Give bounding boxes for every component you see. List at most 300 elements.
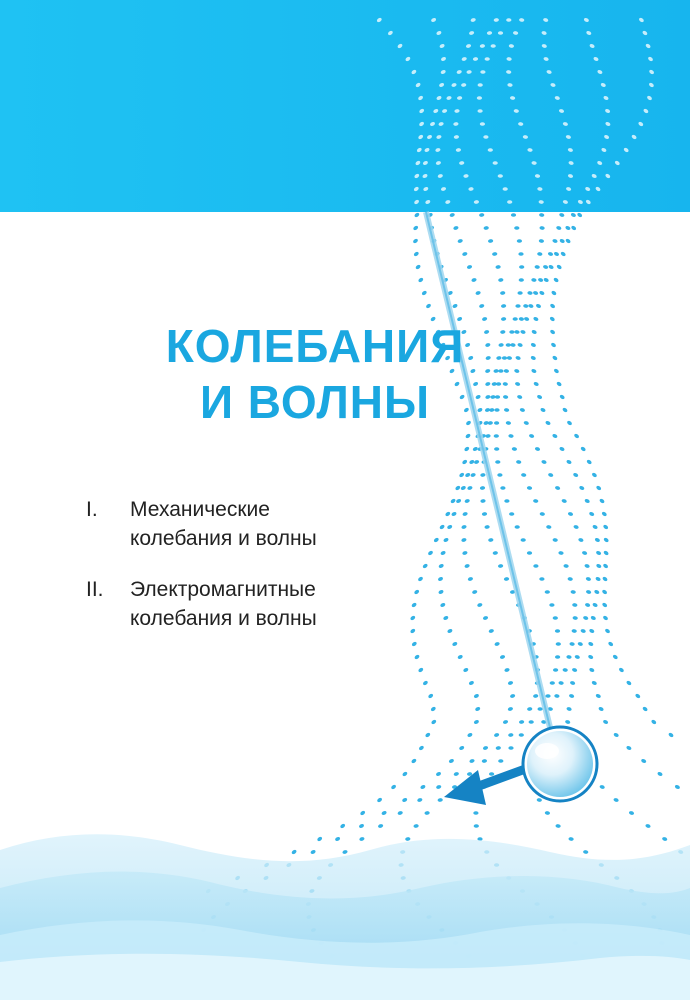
wave-dot bbox=[470, 473, 476, 478]
wave-dot bbox=[415, 264, 421, 270]
wave-dot bbox=[492, 551, 498, 555]
wave-dot bbox=[438, 589, 444, 595]
wave-dot bbox=[613, 798, 619, 803]
wave-dot bbox=[558, 681, 564, 685]
wave-dot bbox=[556, 226, 562, 231]
wave-dot bbox=[473, 811, 478, 815]
wave-dot bbox=[480, 70, 485, 74]
wave-dot bbox=[510, 694, 516, 699]
wave-dot bbox=[534, 265, 540, 269]
wave-dot bbox=[317, 836, 323, 842]
wave-dot bbox=[543, 265, 549, 270]
wave-dot bbox=[568, 837, 574, 841]
wave-dot bbox=[566, 420, 572, 426]
wave-dot bbox=[397, 811, 403, 816]
wave-dot bbox=[514, 226, 519, 230]
wave-dot bbox=[588, 641, 594, 647]
wave-dot bbox=[443, 537, 449, 543]
wave-dot bbox=[635, 693, 641, 699]
wave-dot bbox=[566, 707, 572, 712]
wave-dot bbox=[496, 356, 502, 360]
wave-dot bbox=[572, 616, 578, 620]
wave-dot bbox=[445, 511, 451, 517]
wave-dot bbox=[508, 434, 514, 438]
wave-dot bbox=[642, 706, 648, 712]
wave-dot bbox=[586, 590, 592, 595]
wave-dot bbox=[582, 551, 588, 556]
wave-dot bbox=[501, 304, 507, 308]
wave-dot bbox=[668, 732, 674, 738]
wave-dot bbox=[592, 602, 598, 608]
wave-dot bbox=[519, 408, 525, 413]
wave-dot bbox=[618, 667, 624, 673]
wave-dot bbox=[583, 616, 589, 621]
wave-dot bbox=[485, 343, 491, 348]
wave-dot bbox=[507, 707, 513, 712]
wave-dot bbox=[414, 212, 420, 218]
wave-dot bbox=[556, 381, 562, 387]
wave-dot bbox=[411, 602, 417, 608]
wave-dot bbox=[506, 421, 512, 425]
wave-dot bbox=[545, 694, 550, 698]
wave-dot bbox=[533, 381, 539, 387]
wave-dot bbox=[584, 498, 590, 504]
wave-dot bbox=[474, 460, 480, 465]
wave-dot bbox=[594, 589, 600, 595]
wave-dot bbox=[479, 304, 485, 309]
wave-dot bbox=[548, 473, 554, 478]
wave-dot bbox=[602, 602, 608, 608]
wave-dot bbox=[425, 732, 431, 738]
wave-dot bbox=[424, 811, 430, 815]
wave-dot bbox=[577, 642, 583, 647]
wave-dot bbox=[410, 615, 416, 621]
wave-dot bbox=[494, 733, 500, 738]
wave-dot bbox=[550, 342, 556, 348]
wave-dot bbox=[596, 485, 602, 491]
wave-dot bbox=[583, 850, 589, 854]
wave-dot bbox=[500, 330, 506, 334]
wave-dot bbox=[537, 252, 543, 256]
wave-dot bbox=[506, 18, 511, 22]
wave-dot bbox=[500, 291, 506, 295]
wave-dot bbox=[310, 849, 316, 855]
wave-dot bbox=[595, 576, 601, 582]
wave-dot bbox=[459, 472, 465, 478]
wave-dot bbox=[523, 421, 529, 426]
wave-dot bbox=[589, 628, 595, 634]
wave-dot bbox=[418, 277, 424, 283]
wave-dot bbox=[518, 291, 523, 295]
wave-dot bbox=[589, 511, 595, 517]
wave-dot bbox=[579, 485, 585, 491]
wave-dot bbox=[498, 31, 503, 35]
wave-dot bbox=[482, 759, 488, 763]
wave-dot bbox=[475, 291, 481, 296]
wave-dot bbox=[662, 837, 668, 842]
wave-dot bbox=[448, 758, 454, 764]
wave-dot bbox=[555, 486, 561, 491]
section-item-2 bbox=[86, 575, 406, 633]
wave-dot bbox=[536, 394, 542, 400]
wave-dot bbox=[519, 720, 525, 724]
wave-dot bbox=[601, 511, 607, 517]
wave-dot bbox=[493, 161, 498, 165]
wave-dot bbox=[462, 459, 468, 465]
wave-dot bbox=[513, 317, 518, 321]
wave-dot bbox=[590, 615, 596, 621]
wave-dot bbox=[390, 784, 396, 790]
wave-dot bbox=[443, 615, 449, 621]
wave-dot bbox=[549, 303, 555, 309]
wave-dot bbox=[515, 356, 521, 361]
wave-dot bbox=[556, 642, 561, 646]
wave-dot bbox=[516, 460, 522, 464]
section-title-line-1: Механические bbox=[130, 498, 270, 521]
wave-dot bbox=[570, 590, 576, 594]
wave-dot bbox=[555, 655, 560, 659]
wave-dot bbox=[596, 563, 602, 569]
wave-dot bbox=[626, 680, 632, 686]
wave-dot bbox=[552, 239, 558, 244]
wave-dot bbox=[595, 550, 601, 556]
wave-dot bbox=[559, 238, 565, 244]
wave-dot bbox=[405, 837, 411, 841]
wave-dot bbox=[599, 498, 605, 504]
section-title bbox=[130, 495, 406, 553]
wave-dot bbox=[428, 693, 434, 699]
wave-dot bbox=[602, 615, 608, 621]
wave-dot bbox=[521, 473, 527, 477]
wave-dot bbox=[515, 304, 520, 308]
wave-dot bbox=[492, 252, 498, 256]
wave-dot bbox=[569, 694, 575, 699]
wave-dot bbox=[411, 758, 417, 764]
section-number: I. bbox=[86, 498, 98, 521]
wave-dot bbox=[519, 278, 524, 282]
wave-dot bbox=[473, 719, 479, 725]
wave-dot bbox=[553, 668, 558, 672]
wave-dot bbox=[504, 577, 510, 581]
wave-dot bbox=[517, 343, 523, 348]
wave-dot bbox=[555, 824, 561, 828]
wave-dot bbox=[422, 563, 428, 569]
wave-dot bbox=[563, 564, 569, 568]
title-line-1: КОЛЕБАНИЯ bbox=[165, 320, 465, 372]
wave-dot bbox=[440, 550, 446, 556]
wave-dot bbox=[574, 655, 580, 660]
wave-dot bbox=[498, 759, 503, 763]
wave-dot bbox=[572, 603, 578, 607]
wave-dot bbox=[602, 719, 608, 725]
wave-dot bbox=[480, 122, 485, 126]
wave-dot bbox=[499, 655, 505, 660]
wave-dot bbox=[578, 538, 584, 543]
wave-dot bbox=[508, 746, 513, 750]
wave-dot bbox=[549, 603, 554, 607]
wave-dot bbox=[498, 278, 504, 282]
wave-dot bbox=[604, 628, 610, 634]
wave-dot bbox=[552, 355, 558, 361]
section-item-1 bbox=[86, 495, 406, 553]
wave-dot bbox=[433, 537, 439, 543]
wave-dot bbox=[402, 771, 408, 777]
wave-dot bbox=[376, 797, 382, 803]
wave-dot bbox=[674, 784, 680, 790]
wave-dot bbox=[530, 342, 536, 348]
wave-dot bbox=[485, 369, 491, 374]
wave-dot bbox=[651, 719, 657, 725]
wave-dot bbox=[514, 369, 520, 374]
wave-dot bbox=[482, 746, 488, 751]
wave-dot bbox=[511, 213, 516, 217]
wave-dot bbox=[533, 499, 539, 503]
wave-dot bbox=[493, 369, 499, 373]
wave-dot bbox=[534, 447, 540, 452]
wave-dot bbox=[477, 603, 483, 608]
wave-dot bbox=[437, 576, 443, 582]
wave-dot bbox=[523, 304, 529, 308]
wave-dot bbox=[510, 343, 516, 347]
wave-dot bbox=[462, 551, 468, 556]
wave-dot bbox=[500, 486, 505, 490]
wave-dot bbox=[413, 824, 419, 828]
wave-dot bbox=[496, 382, 501, 386]
wave-dot bbox=[418, 667, 424, 673]
wave-dot bbox=[536, 798, 542, 802]
wave-dot bbox=[573, 525, 579, 530]
section-list bbox=[86, 495, 406, 655]
wave-dot bbox=[559, 213, 565, 218]
wave-dot bbox=[556, 264, 562, 270]
wave-dot bbox=[577, 212, 583, 218]
wave-dot bbox=[413, 225, 419, 231]
wave-dot bbox=[475, 706, 481, 712]
wave-dot bbox=[585, 577, 591, 582]
wave-dot bbox=[469, 459, 475, 465]
wave-dot bbox=[527, 707, 533, 711]
wave-dot bbox=[546, 525, 552, 529]
wave-dot bbox=[495, 460, 500, 464]
wave-dot bbox=[602, 576, 608, 582]
wave-dot bbox=[488, 148, 493, 152]
wave-dot bbox=[447, 628, 453, 634]
wave-dot bbox=[519, 265, 524, 269]
wave-dot bbox=[509, 330, 514, 334]
wave-dot bbox=[485, 382, 491, 387]
wave-dot bbox=[570, 212, 576, 218]
wave-dot bbox=[488, 538, 494, 542]
wave-dot bbox=[488, 239, 494, 243]
wave-dot bbox=[455, 498, 461, 504]
wave-dot bbox=[485, 434, 491, 438]
wave-dot bbox=[381, 810, 387, 816]
wave-dot bbox=[402, 797, 408, 803]
wave-dot bbox=[567, 512, 573, 517]
wave-dot bbox=[547, 252, 553, 257]
wave-dot bbox=[584, 564, 590, 569]
wave-dot bbox=[565, 720, 571, 725]
wave-dot bbox=[549, 316, 555, 322]
wave-dot bbox=[497, 473, 502, 477]
wave-dot bbox=[591, 472, 597, 478]
wave-dot bbox=[539, 226, 545, 230]
wave-dot bbox=[414, 589, 420, 595]
wave-dot bbox=[455, 485, 461, 491]
wave-dot bbox=[552, 538, 558, 542]
wave-dot bbox=[465, 472, 471, 478]
wave-dot bbox=[539, 213, 545, 217]
wave-dot bbox=[529, 434, 535, 439]
wave-dot bbox=[509, 512, 514, 516]
wave-dot bbox=[438, 563, 444, 569]
wave-dot bbox=[591, 680, 597, 686]
wave-dot bbox=[478, 83, 483, 87]
wave-dot bbox=[498, 564, 504, 568]
wave-dot bbox=[422, 680, 428, 686]
wave-dot bbox=[558, 551, 564, 555]
section-title-line-1: Электромагнитные bbox=[130, 578, 316, 601]
wave-dot bbox=[527, 291, 533, 295]
wave-dot bbox=[565, 225, 571, 231]
wave-dot bbox=[521, 538, 526, 542]
wave-dot bbox=[585, 603, 591, 608]
wave-dot bbox=[478, 109, 483, 113]
wave-dot bbox=[452, 641, 458, 647]
wave-dot bbox=[555, 629, 560, 633]
wave-dot bbox=[494, 434, 499, 438]
wave-dot bbox=[527, 551, 532, 555]
wave-dot bbox=[519, 317, 525, 321]
wave-dot bbox=[495, 265, 501, 269]
wave-dot bbox=[603, 550, 609, 556]
wave-dot bbox=[503, 187, 508, 191]
wave-dot bbox=[539, 239, 545, 243]
wave-dot bbox=[507, 200, 512, 204]
wave-dot bbox=[573, 472, 579, 478]
wave-dot bbox=[552, 433, 558, 439]
wave-dot bbox=[459, 745, 465, 751]
wave-dot bbox=[549, 329, 555, 335]
wave-dot bbox=[507, 681, 513, 686]
wave-dot bbox=[488, 629, 494, 634]
wave-dot bbox=[504, 369, 510, 373]
wave-dot bbox=[553, 251, 559, 257]
wave-dot bbox=[533, 316, 539, 322]
wave-dot bbox=[453, 772, 459, 777]
wave-dot bbox=[539, 290, 545, 296]
wave-dot bbox=[608, 641, 614, 647]
wave-dot bbox=[463, 667, 469, 673]
wave-dot bbox=[592, 524, 598, 530]
wave-dot bbox=[494, 408, 499, 412]
wave-dot bbox=[411, 641, 417, 647]
wave-dot bbox=[628, 811, 634, 816]
wave-dot bbox=[601, 589, 607, 595]
wave-dot bbox=[334, 836, 340, 842]
section-title bbox=[130, 575, 406, 633]
wave-dot bbox=[540, 407, 546, 413]
wave-dot bbox=[467, 732, 473, 738]
wave-dot bbox=[457, 239, 463, 244]
wave-dot bbox=[539, 577, 544, 581]
wave-dot bbox=[484, 525, 490, 529]
wave-dot bbox=[494, 421, 499, 425]
wave-dot bbox=[531, 329, 537, 335]
wave-dot bbox=[657, 771, 663, 777]
wave-dot bbox=[531, 278, 537, 282]
wave-dot bbox=[465, 433, 471, 439]
wave-dot bbox=[467, 486, 473, 491]
wave-dot bbox=[467, 577, 473, 582]
wave-dot bbox=[485, 356, 491, 361]
wave-dot bbox=[489, 772, 494, 776]
wave-dot bbox=[482, 317, 488, 322]
wave-dot bbox=[501, 317, 507, 321]
wave-dot bbox=[462, 252, 468, 257]
wave-dot bbox=[450, 498, 456, 504]
wave-dot bbox=[570, 681, 576, 686]
wave-dot bbox=[359, 837, 365, 842]
wave-dot bbox=[586, 459, 592, 465]
wave-dot bbox=[538, 278, 544, 283]
wave-dot bbox=[485, 57, 490, 61]
wave-dot bbox=[417, 576, 423, 582]
wave-dot bbox=[504, 499, 509, 503]
wave-dot bbox=[545, 590, 550, 594]
wave-dot bbox=[480, 473, 486, 477]
wave-dot bbox=[603, 537, 609, 543]
wave-dot bbox=[291, 849, 297, 855]
wave-dot bbox=[414, 654, 420, 660]
wave-dot bbox=[484, 330, 490, 335]
wave-dot bbox=[562, 407, 568, 413]
wave-dot bbox=[451, 511, 457, 517]
wave-dot bbox=[566, 655, 572, 659]
wave-dot bbox=[529, 720, 534, 724]
wave-dot bbox=[561, 499, 567, 504]
wave-dot bbox=[641, 758, 647, 764]
wave-dot bbox=[553, 616, 558, 620]
wave-dot bbox=[468, 680, 474, 686]
wave-dot bbox=[562, 668, 568, 672]
wave-dot bbox=[580, 446, 586, 452]
section-title-line-2: колебания и волны bbox=[130, 607, 317, 630]
wave-dot bbox=[473, 693, 479, 699]
wave-dot bbox=[559, 394, 565, 400]
wave-dot bbox=[569, 642, 575, 646]
wave-dot bbox=[545, 420, 551, 426]
wave-dot bbox=[427, 550, 433, 556]
wave-dot bbox=[437, 798, 443, 802]
wave-dot bbox=[543, 277, 549, 283]
wave-dot bbox=[498, 174, 503, 178]
wave-dot bbox=[477, 96, 482, 100]
wave-dot bbox=[589, 667, 595, 673]
wave-dot bbox=[538, 707, 543, 711]
wave-dot bbox=[559, 446, 565, 452]
wave-dot bbox=[447, 524, 453, 530]
wave-dot bbox=[421, 290, 427, 296]
wave-dot bbox=[489, 408, 495, 412]
wave-dot bbox=[474, 824, 479, 828]
wave-dot bbox=[565, 238, 571, 244]
wave-dot bbox=[553, 368, 559, 374]
wave-dot bbox=[466, 265, 472, 270]
wave-dot bbox=[485, 395, 491, 400]
wave-dot bbox=[431, 719, 437, 725]
wave-dot bbox=[588, 654, 594, 660]
